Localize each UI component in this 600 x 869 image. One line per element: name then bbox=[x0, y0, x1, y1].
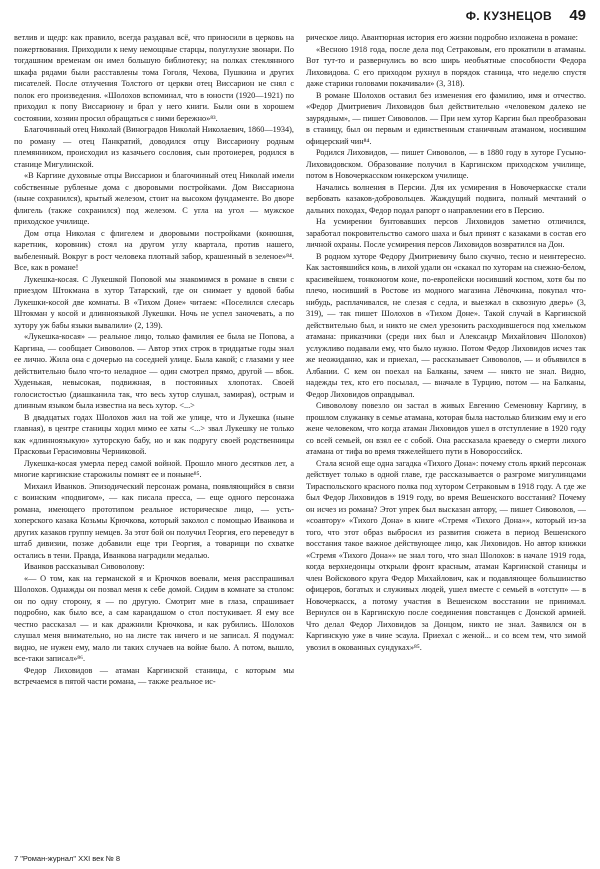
paragraph: «Лукешка-косая» — реальное лицо, только фамилия ее была не Попова, а Каргина, — сообщает Сивоволов. — Автор этих строк в тридцатые годы знал ее лично. Жила она с дочерью на соседней улице. Была какой; с глазами у нее действительно было что-то неладное — один смотрел прямо, другой — вбок. Худенькая, невысокая, подвижная, в постоянных хлопотах. Своей голосистостью (диашканила так, что весь хутор слушал, замирая), острым и длинным языком была известна на весь хутор. <...> bbox=[14, 332, 294, 410]
paragraph: На усмирении бунтовавших персов Лиховидов заметно отличился, заработал покровительство самого шаха и был принят с казаками в состав его личной охраны. После усмирения персов Лиховидов возвратился на Дон. bbox=[306, 217, 586, 249]
paragraph: Лукешка-косая умерла перед самой войной. Прошло много десятков лет, а многие каргинские старожилы помнят ее и поныне⁸⁵. bbox=[14, 458, 294, 479]
page-number: 49 bbox=[569, 7, 586, 24]
paragraph: Федор Лиховидов — атаман Каргинской станицы, с которым мы встречаемся в пятой части романа, — также реальное ис- bbox=[14, 665, 294, 686]
paragraph: «— О том, как на германской я и Крючков воевали, меня расспрашивал Шолохов. Однажды он позвал меня к себе домой. Сидим в комнате за столом: он по одну сторону, я — по другую. Смотрит мне в глаза, спрашивает подробно, как было все, а сам карандашом о стол постукивает. Я ему все честно рассказал — и как дражнили Крючкова, и как рубились. Шолохов слушал меня внимательно, но на листе так ничего и не записал. Я подумал: видно, не нужен ему, мало ли таких случаев на войне было. А потом, вышло, все-таки записал»⁸⁶. bbox=[14, 573, 294, 663]
paragraph: В родном хуторе Федору Дмитриевичу было скучно, тесно и неинтересно. Как застоявшийся конь, в лихой удали он «скакал по хуторам на снежно-белом, красивейшем, тонконогом коне, по-европейски носивший костюм, хотя бы по плечо, носивший в Ростове из модного магазина Лёвочкина, покупал что-нибудь, расплачивался, не слезая с седла, и выезжал в сквозную дверь» (3, 319), — так пишет Шолохов в «Тихом Доне». Такой случай в Каргинской действительно был, и никто не смел урезонить расходившегося под хмельком атамана: приказчики (среди них был и Александр Михайлович Шолохов) услужливо подавали ему, что было нужно. Потом Федор Лиховидов исчез так же неожиданно, как и приехал, — рассказывает Сивоволов, — и объявился в Албании. С кем он поехал на Балканы, зачем — никто не знал. Видно, надежды тех, кто его посылал, — вначале в Турцию, потом — на Балканы, Федор Лиховидов оправдывал. bbox=[306, 251, 586, 399]
paragraph: Начались волнения в Персии. Для их усмирения в Новочеркасске стали вербовать казаков-добровольцев. Жаждущий подвига, полный мечтаний о дальних походах, Федор подал рапорт о направлении его в Персию. bbox=[306, 182, 586, 215]
paragraph: Лукешка-косая. С Лукешкой Поповой мы знакомимся в романе в связи с приездом Штокмана в хутор Татарский, где он снимает у вдовой бабы Лукешки-косой две комнаты. В «Тихом Доне» читаем: «Поселился слесарь Штокман у косой и длинноязыкой Лукешки. Ночь не успел заночевать, а по хутору уж бабы языки вывалили» (2, 139). bbox=[14, 274, 294, 330]
paragraph: Иванков рассказывал Сивоволову: bbox=[24, 562, 145, 571]
paragraph: В двадцатых годах Шолохов жил на той же улице, что и Лукешка (ныне главная), в центре станицы ходил мимо ее хаты <...> звал Лукешку не только как «длинноязыкую» хуторскую бабу, но и как подругу своей родственницы Прасковьи Герасимовны Черниковой. bbox=[14, 412, 294, 456]
paragraph: Стала ясной еще одна загадка «Тихого Дона»: почему столь яркий персонаж действует только в одной главе, где рассказывается о разгроме мигулинцами Тираспольского красного полка под хутором Сетраковым в 1918 году. А где же был Федор Лиховидов в 1919 году, во время Вешенского восстания? Почему он исчез из романа? Этот упрек был высказан автору, — пишет Сивоволов, — «соавтору» «Тихого Дона» в книге «Стремя «Тихого Дона»», который из-за того, что этот образ выбросил из развития сюжета в период Вешенского восстания такое важное действующее лицо, как Лиховидов. Но автор книжки «Стремя «Тихого Дона»» не знал того, что знал Шолохов: в начале 1919 года, когда верхнедонцы открыли фронт красным, атаман Каргинской станицы и член Войскового круга Федор Михайлович, как и подавляющее большинство офицеров, богатых и служивых людей, ушел вместе с семьей в «отступ» — в Новочеркасск, а потому участия в Вешенском восстании не принимал. Вернулся он в Каргинскую после соединения повстанцев с Донской армией. Что делал Федор Лиховидов за Донцом, никто не знал. Заявился он в Каргинскую уже в чине эсаула. Приехал с женой... и со всем тем, что зимой увозил в окованных сундуках»⁸⁵. bbox=[306, 458, 586, 652]
running-title: Ф. КУЗНЕЦОВ bbox=[465, 9, 552, 23]
page-header bbox=[14, 6, 586, 28]
paragraph: Михаил Иванков. Эпизодический персонаж романа, появляющийся в связи с воинским «подвигом», — как писала пресса, — еще одного персонажа романа, имеющего прототипом реальное историческое лицо, — усть-хоперского казака Козьмы Крючкова, который заколол с помощью Иванкова и других казаков группу немцев. За этот бой он получил Георгия, его переведут в штаб дивизии, позже добавили еще три Георгия, а товарищи по схватке остались в тени. Правда, Иванкова наградили медалью. bbox=[14, 481, 294, 560]
paragraph: Сивоволову повезло он застал в живых Евгению Семеновну Каргину, в прошлом служанку в семье атамана, которая была настолько близким ему и его жене человеком, что когда атаман Лиховидов ушел в отступление в 1920 году со всей семьей, он взял ее с собой. Она рассказала краеведу о смерти лихого атамана от тифа во время тяжелейшего пути в Новороссийск. bbox=[306, 401, 586, 456]
paragraph: Родился Лиховидов, — пишет Сивоволов, — в 1880 году в хуторе Гусыно-Лиховидовском. Образование получил в Каргинском приходском училище, потом в Новочеркасском юнкерском училище. bbox=[306, 148, 586, 180]
paragraph: Благочинный отец Николай (Виноградов Николай Николаевич, 1860—1934), по роману — отец Панкратий, доводился отцу Виссариону родным племянником, происходил из казачьего сословия, сын протоиерея, родился в станице Мигулинской. bbox=[14, 125, 294, 169]
paragraph: рическое лицо. Авантюрная история его жизни подробно изложена в романе: bbox=[306, 33, 578, 42]
paragraph: «В Каргине духовные отцы Виссарион и благочинный отец Николай имели собственные рубленые дома с дворовыми постройками. Дом Виссариона (ныне сохранился), крытый железом, стоит на высоком фундаменте. Во дворе флигель (также сохранился) под железом. С угла на угол — мужское приходское училище. bbox=[14, 171, 294, 226]
paragraph: «Весною 1918 года, после дела под Сетраковым, его прокатили в атаманы. Вот тут-то и развернулись во всю ширь необъятные способности Федора Лиховидова. С его приходом рухнул в порядок станица, что неделю спустя даже старики головами покачивали» (3, 318). bbox=[306, 44, 586, 88]
paragraph: В романе Шолохов оставил без изменения его фамилию, имя и отчество. «Федор Дмитриевич Лиховидов был действительно «человеком далеко не заурядным», — пишет Сивоволов. — При нем хутор Каргин был преобразован в станицу, был он первым и единственным станичным атаманом, носившим офицерский чин⁸⁴. bbox=[306, 90, 586, 146]
page-footer: 7 "Роман-журнал" XXI век № 8 bbox=[14, 854, 121, 863]
paragraph: Дом отца Николая с флигелем и дворовыми постройками (конюшня, каретник, коровник) стоял на другом углу квартала, против нашего, выбеленный. Вокруг в рост человека плотный забор, крашенный в зеленое»⁸⁴. Все, как в романе! bbox=[14, 228, 294, 272]
left-column bbox=[14, 32, 294, 840]
paragraph: ветлив и щедр: как правило, всегда раздавал всё, что приносили в церковь на пожертвования. Приходили к нему немощные старцы, полуглухие звонари. По тогдашним временам он имел большую библиотеку; на полках стеклянного шкафа рядами были расставлены тома Гоголя, Чехова, Пушкина и других писателей. После отлучения Толстого от церкви отец Виссарион не снял с полок его произведения. «Шолохов вспоминал, что в юности (1920—1921) по приходил к попу Виссариону и брал у него книги. Были они в хорошем состоянии, хозяин просил обращаться с ними бережно»⁸³. bbox=[14, 33, 294, 123]
right-column bbox=[306, 32, 586, 840]
